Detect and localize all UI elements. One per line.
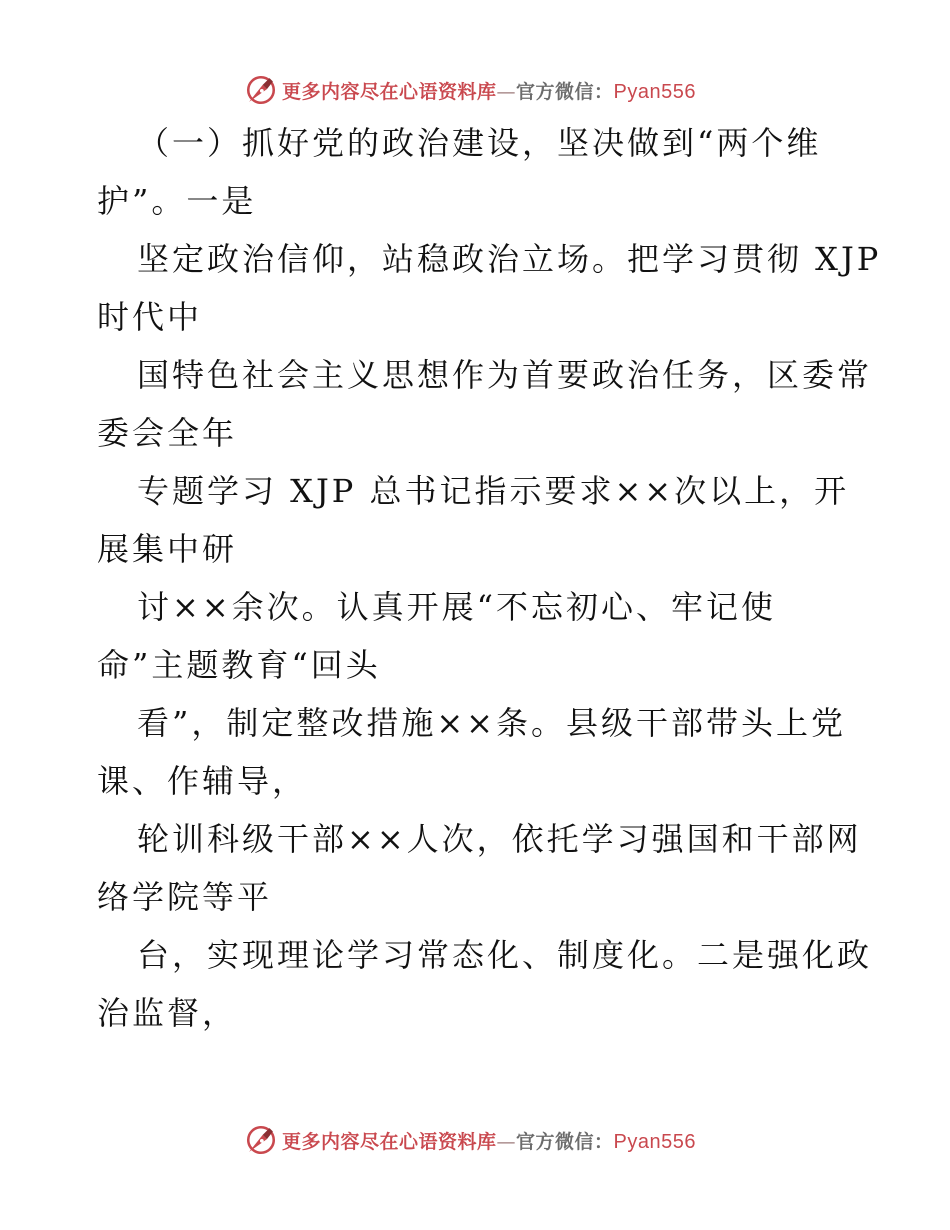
text-line: 看”，制定整改措施××条。县级干部带头上党 <box>137 704 846 742</box>
text-line: 课、作辅导， <box>97 762 308 800</box>
text-line: 专题学习 XJP 总书记指示要求××次以上，开 <box>137 472 850 510</box>
document-body <box>97 114 882 1042</box>
watermark-official-label: 官方微信： <box>516 80 614 103</box>
watermark-text <box>282 1127 696 1154</box>
pen-nib-logo-icon <box>244 73 278 107</box>
watermark-dash: — <box>496 1130 517 1153</box>
watermark-official-label: 官方微信： <box>516 1130 614 1153</box>
watermark-wechat-id: Pyan556 <box>613 80 696 103</box>
text-line: 轮训科级干部××人次，依托学习强国和干部网 <box>137 820 862 858</box>
watermark-wechat-id: Pyan556 <box>613 1130 696 1153</box>
text-line: 台，实现理论学习常态化、制度化。二是强化政 <box>137 936 873 974</box>
watermark-dash: — <box>496 80 517 103</box>
text-line: （一）抓好党的政治建设，坚决做到“两个维 <box>137 124 822 162</box>
text-line: 讨××余次。认真开展“不忘初心、牢记使 <box>137 588 776 626</box>
text-line: 展集中研 <box>97 530 238 568</box>
watermark-site: 更多内容尽在心语资料库 <box>282 1130 497 1153</box>
text-line: 护”。一是 <box>97 182 257 220</box>
text-line: 时代中 <box>97 298 203 336</box>
text-line: 命”主题教育“回头 <box>97 646 381 684</box>
watermark-banner <box>244 1123 696 1157</box>
text-line: 坚定政治信仰，站稳政治立场。把学习贯彻 XJP <box>137 240 882 278</box>
watermark-text <box>282 77 696 104</box>
text-line: 委会全年 <box>97 414 238 452</box>
text-line: 治监督， <box>97 994 238 1032</box>
watermark-footer <box>0 1118 950 1162</box>
watermark-site: 更多内容尽在心语资料库 <box>282 80 497 103</box>
watermark-banner <box>244 73 696 107</box>
watermark-header <box>0 68 950 112</box>
text-line: 国特色社会主义思想作为首要政治任务，区委常 <box>137 356 873 394</box>
text-line: 络学院等平 <box>97 878 273 916</box>
pen-nib-logo-icon <box>244 1123 278 1157</box>
